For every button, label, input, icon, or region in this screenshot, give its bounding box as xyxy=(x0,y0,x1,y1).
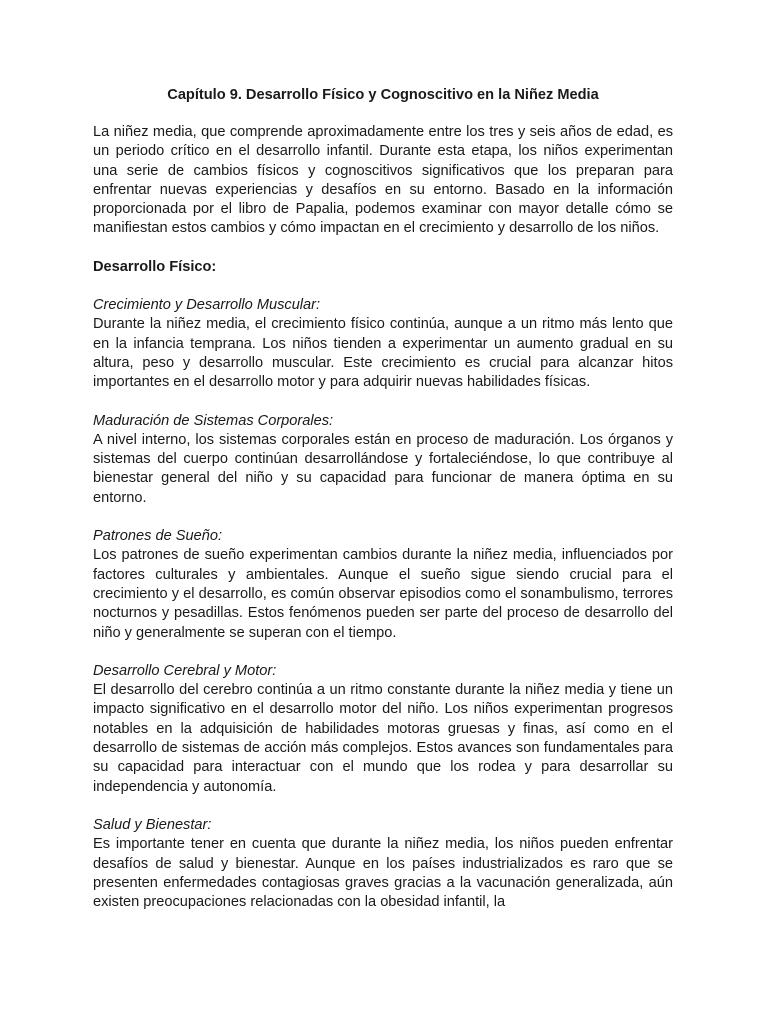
subsection-title: Maduración de Sistemas Corporales: xyxy=(93,412,334,429)
subsection xyxy=(93,527,673,643)
subsection-title: Salud y Bienestar: xyxy=(93,816,212,833)
subsection-title: Patrones de Sueño: xyxy=(93,528,223,545)
subsection-body: A nivel interno, los sistemas corporales están en proceso de maduración. Los órganos y sistemas del cuerpo continúan desarrollándose y fortaleciéndose, lo que contribuye al bienestar general del niño y su capacidad para funcionar de manera óptima en su entorno. xyxy=(93,431,673,506)
subsection xyxy=(93,662,673,797)
subsection xyxy=(93,296,673,392)
document-page xyxy=(93,86,673,931)
section-heading: Desarrollo Físico: xyxy=(93,258,217,275)
subsection-title: Crecimiento y Desarrollo Muscular: xyxy=(93,297,321,314)
subsection xyxy=(93,816,673,912)
subsection-body: Es importante tener en cuenta que durante la niñez media, los niños pueden enfrentar desafíos de salud y bienestar. Aunque en los países industrializados es raro que se presenten enfermedades contagiosas graves gracias a la vacunación generalizada, aún existen preocupaciones relacionadas con la obesidad infantil, la xyxy=(93,836,673,911)
subsection-body: Durante la niñez media, el crecimiento físico continúa, aunque a un ritmo más lento que en la infancia temprana. Los niños tienden a experimentar un aumento gradual en su altura, peso y desarrollo muscular. Este crecimiento es crucial para alcanzar hitos importantes en el desarrollo motor y para adquirir nuevas habilidades físicas. xyxy=(93,316,673,391)
subsection-body: El desarrollo del cerebro continúa a un ritmo constante durante la niñez media y tiene un impacto significativo en el desarrollo motor del niño. Los niños experimentan progresos notables en la adquisición de habilidades motoras gruesas y finas, así como en el desarrollo de sistemas de acción más complejos. Estos avances son fundamentales para su capacidad para interactuar con el mundo que los rodea y para desarrollar su independencia y autonomía. xyxy=(93,682,673,795)
intro-paragraph: La niñez media, que comprende aproximadamente entre los tres y seis años de edad, es un periodo crítico en el desarrollo infantil. Durante esta etapa, los niños experimentan una serie de cambios físicos y cognoscitivos significativos que los preparan para enfrentar nuevas experiencias y desafíos en su entorno. Basado en la información proporcionada por el libro de Papalia, podemos examinar con mayor detalle cómo se manifiestan estos cambios y cómo impactan en el crecimiento y desarrollo de los niños. xyxy=(93,124,673,237)
page-title: Capítulo 9. Desarrollo Físico y Cognoscitivo en la Niñez Media xyxy=(167,87,599,103)
subsection xyxy=(93,412,673,508)
subsection-body: Los patrones de sueño experimentan cambios durante la niñez media, influenciados por factores culturales y ambientales. Aunque el sueño sigue siendo crucial para el crecimiento y el desarrollo, es común observar episodios como el sonambulismo, terrores nocturnos y pesadillas. Estos fenómenos pueden ser parte del proceso de desarrollo del niño y generalmente se superan con el tiempo. xyxy=(93,547,673,641)
subsection-title: Desarrollo Cerebral y Motor: xyxy=(93,662,277,679)
